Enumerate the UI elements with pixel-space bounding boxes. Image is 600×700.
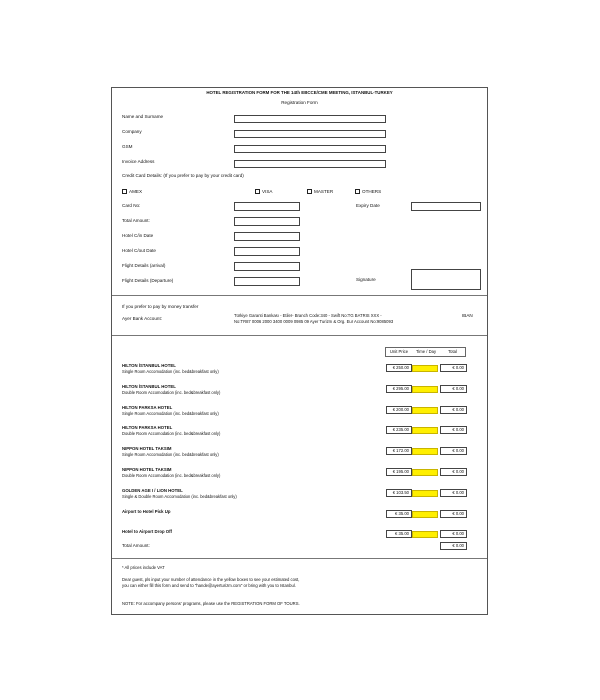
quantity-input[interactable] xyxy=(412,531,438,538)
unit-price-cell: € 295.00 xyxy=(386,385,412,393)
accompany-note: NOTE: For accompany persons' programs, please use the REGISTRATION FORM OF TOURS. xyxy=(122,601,300,606)
unit-price-cell: € 35.00 xyxy=(386,530,412,538)
bank-line-1: Türkiye Garanti Bankası - Etiler- Branch Code:340 - Swift No:TG BATRIS XXX - xyxy=(234,313,382,318)
gsm-label: GSM xyxy=(122,144,133,149)
row-total-cell: € 0.00 xyxy=(440,364,467,372)
expiry-label: Expiry Date xyxy=(356,203,380,208)
item-description: Single Room Accomodation (inc. bed&breakfast only) xyxy=(122,411,219,416)
name-label: Name and Surname xyxy=(122,114,164,119)
row-total-cell: € 0.00 xyxy=(440,468,467,476)
unit-price-cell: € 195.00 xyxy=(386,468,412,476)
checkout-label: Hotel C/out Date xyxy=(122,248,156,253)
item-name: HILTON İSTANBUL HOTEL xyxy=(122,363,176,368)
unit-price-cell: € 103.50 xyxy=(386,489,412,497)
flight-departure-field[interactable] xyxy=(234,277,300,286)
total-label: Total Amount: xyxy=(122,543,150,548)
quantity-input[interactable] xyxy=(412,427,438,434)
row-total-cell: € 0.00 xyxy=(440,426,467,434)
registration-form-sheet xyxy=(111,87,488,615)
iban-label: IBAN xyxy=(462,313,473,318)
row-total-cell: € 0.00 xyxy=(440,510,467,518)
card-type-others[interactable]: OTHERS xyxy=(355,189,381,195)
unit-price-cell: € 172.00 xyxy=(386,447,412,455)
unit-price-cell: € 200.00 xyxy=(386,406,412,414)
item-name: Airport to Hotel Pick Up xyxy=(122,509,171,514)
quantity-input[interactable] xyxy=(412,469,438,476)
bank-account-label: Ayer Bank Account: xyxy=(122,316,163,321)
row-total-cell: € 0.00 xyxy=(440,406,467,414)
bank-line-2: No:TR87 0006 2000 3400 0009 0985 09 Ayer Turizm & Org. Eur Account No:9085093 xyxy=(234,319,394,324)
item-name: NIPPON HOTEL TAKSIM xyxy=(122,467,172,472)
quantity-input[interactable] xyxy=(412,386,438,393)
company-label: Company xyxy=(122,129,142,134)
quantity-input[interactable] xyxy=(412,448,438,455)
visa-checkbox[interactable] xyxy=(255,189,260,194)
card-no-label: Card No: xyxy=(122,203,141,208)
grand-total-cell: € 0.00 xyxy=(440,542,467,550)
flight-arrival-field[interactable] xyxy=(234,262,300,271)
card-type-amex[interactable]: AMEX xyxy=(122,189,142,195)
invoice-address-field[interactable] xyxy=(234,160,386,168)
invoice-address-label: Invoice Address xyxy=(122,159,155,164)
header-time-day: Time / Day xyxy=(415,349,437,354)
card-type-visa[interactable]: VISA xyxy=(255,189,272,195)
form-subtitle: Registration Form xyxy=(281,100,318,105)
unit-price-cell: € 235.00 xyxy=(386,426,412,434)
card-type-master[interactable]: MASTER xyxy=(307,189,333,195)
gsm-field[interactable] xyxy=(234,145,386,153)
quantity-input[interactable] xyxy=(412,365,438,372)
instruction-line-2: you can either fill this form and send to "hande@ayerturizm.com" or bring with you to Istanbul. xyxy=(122,583,296,588)
quantity-input[interactable] xyxy=(412,490,438,497)
unit-price-cell: € 35.00 xyxy=(386,510,412,518)
total-amount-field[interactable] xyxy=(234,217,300,226)
signature-field[interactable] xyxy=(411,269,481,290)
item-name: HILTON PARKSA HOTEL xyxy=(122,405,173,410)
item-name: NIPPON HOTEL TAKSIM xyxy=(122,446,172,451)
vat-note: * All prices include VAT xyxy=(122,565,165,570)
item-name: GOLDEN AGE I / LION HOTEL xyxy=(122,488,183,493)
item-name: HILTON PARKSA HOTEL xyxy=(122,425,173,430)
item-description: Single Room Accomodation (inc. bed&breakfast only) xyxy=(122,452,219,457)
unit-price-cell: € 250.00 xyxy=(386,364,412,372)
checkin-field[interactable] xyxy=(234,232,300,241)
row-total-cell: € 0.00 xyxy=(440,489,467,497)
item-description: Single & Double Room Accomodation (inc. bed&breakfast only) xyxy=(122,494,237,499)
credit-card-note: Credit Card Details: (If you prefer to pay by your credit card) xyxy=(122,173,244,178)
item-name: Hotel to Airport Drop Off xyxy=(122,529,172,534)
item-description: Double Room Accomodation (inc. bed&breakfast only) xyxy=(122,390,221,395)
total-amount-label: Total Amount: xyxy=(122,218,150,223)
item-description: Double Room Accomodation (inc. bed&breakfast only) xyxy=(122,431,221,436)
company-field[interactable] xyxy=(234,130,386,138)
flight-arrival-label: Flight Details (arrival) xyxy=(122,263,166,268)
row-total-cell: € 0.00 xyxy=(440,530,467,538)
checkout-field[interactable] xyxy=(234,247,300,256)
row-total-cell: € 0.00 xyxy=(440,385,467,393)
divider xyxy=(112,558,487,559)
form-title: HOTEL REGISTRATION FORM FOR THE 14th EBCCE/CME MEETING, ISTANBUL-TURKEY xyxy=(206,90,393,95)
header-total: Total xyxy=(448,349,457,354)
amex-checkbox[interactable] xyxy=(122,189,127,194)
master-checkbox[interactable] xyxy=(307,189,312,194)
divider xyxy=(112,335,487,336)
item-description: Single Room Accomodation (inc. bed&breakfast only) xyxy=(122,369,219,374)
signature-label: Signature xyxy=(356,277,376,282)
quantity-input[interactable] xyxy=(412,511,438,518)
name-field[interactable] xyxy=(234,115,386,123)
instruction-line-1: Dear guest, pls input your number of attendance in the yellow boxes to see your estimated cost, xyxy=(122,577,300,582)
money-transfer-note: If you prefer to pay by money transfer xyxy=(122,304,199,309)
row-total-cell: € 0.00 xyxy=(440,447,467,455)
flight-departure-label: Flight Details (Departure) xyxy=(122,278,174,283)
card-no-field[interactable] xyxy=(234,202,300,211)
quantity-input[interactable] xyxy=(412,407,438,414)
divider xyxy=(112,295,487,296)
others-checkbox[interactable] xyxy=(355,189,360,194)
expiry-field[interactable] xyxy=(411,202,481,211)
checkin-label: Hotel C/in Date xyxy=(122,233,154,238)
item-name: HILTON İSTANBUL HOTEL xyxy=(122,384,176,389)
header-unit-price: Unit Price xyxy=(389,349,409,354)
item-description: Double Room Accomodation (inc. bed&breakfast only) xyxy=(122,473,221,478)
